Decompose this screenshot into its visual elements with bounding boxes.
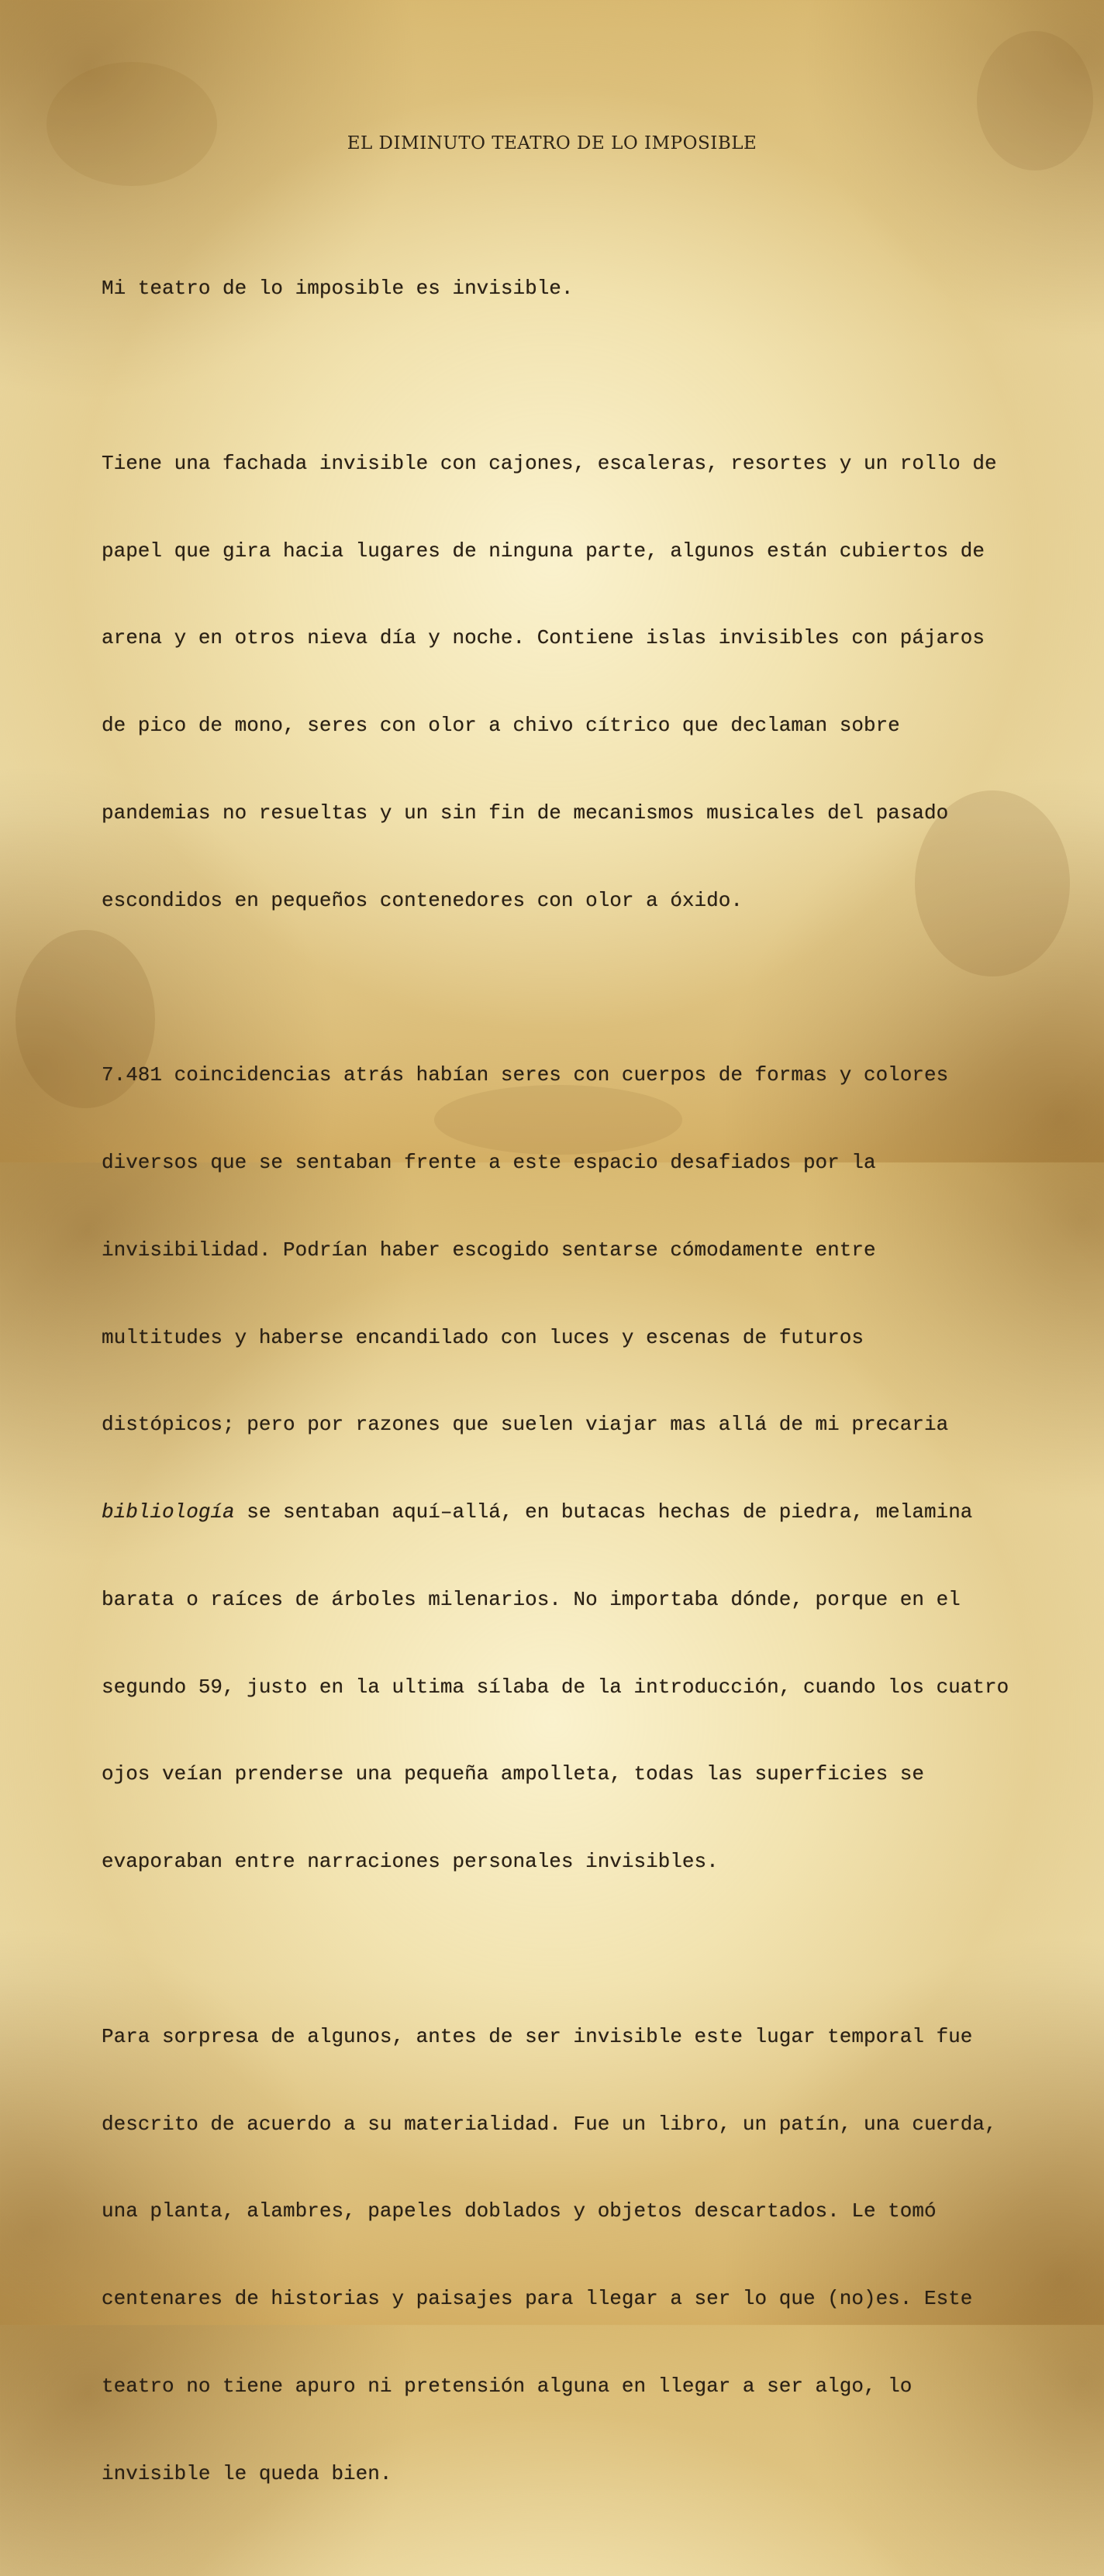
text-segment: se sentaban aquí–allá, en butacas hechas de piedra, melamina [234, 1500, 973, 1524]
text-line: ojos veían prenderse una pequeña ampolleta, todas las superficies se [102, 1762, 924, 1786]
text-line: de pico de mono, seres con olor a chivo cítrico que declaman sobre [102, 714, 900, 738]
text-line: invisible le queda bien. [102, 2461, 392, 2485]
text-line-with-italic [102, 1498, 1047, 1527]
text-line: Tiene una fachada invisible con cajones, escaleras, resortes y un rollo de [102, 451, 997, 475]
paragraph-4 [102, 1965, 1047, 2547]
text-line: Mi teatro de lo imposible es invisible. [102, 277, 574, 301]
document-body [102, 216, 1047, 2576]
text-line: barata o raíces de árboles milenarios. No importaba dónde, porque en el [102, 1587, 961, 1611]
text-line: multitudes y haberse encandilado con luces y escenas de futuros [102, 1325, 864, 1349]
text-line: descrito de acuerdo a su materialidad. Fue un libro, un patín, una cuerda, [102, 2112, 997, 2136]
text-line: centenares de historias y paisajes para llegar a ser lo que (no)es. Este [102, 2287, 973, 2311]
text-line: escondidos en pequeños contenedores con olor a óxido. [102, 888, 743, 912]
text-line: 7.481 coincidencias atrás habían seres con cuerpos de formas y colores [102, 1063, 949, 1087]
paragraph-2 [102, 391, 1047, 974]
text-line: teatro no tiene apuro ni pretensión alguna en llegar a ser algo, lo [102, 2374, 913, 2398]
text-line: arena y en otros nieva día y noche. Contiene islas invisibles con pájaros [102, 626, 985, 650]
text-line: una planta, alambres, papeles doblados y objetos descartados. Le tomó [102, 2199, 937, 2223]
document-title: EL DIMINUTO TEATRO DE LO IMPOSIBLE [347, 133, 757, 153]
text-line: Para sorpresa de algunos, antes de ser invisible este lugar temporal fue [102, 2024, 973, 2048]
text-line: papel que gira hacia lugares de ninguna parte, algunos están cubiertos de [102, 539, 985, 563]
paragraph-1 [102, 216, 1047, 362]
text-line: evaporaban entre narraciones personales invisibles. [102, 1850, 719, 1874]
text-line: pandemias no resueltas y un sin fin de mecanismos musicales del pasado [102, 801, 949, 825]
text-line: segundo 59, justo en la ultima sílaba de la introducción, cuando los cuatro [102, 1675, 1009, 1699]
text-line: invisibilidad. Podrían haber escogido sentarse cómodamente entre [102, 1238, 876, 1262]
text-line: distópicos; pero por razones que suelen viajar mas allá de mi precaria [102, 1413, 949, 1437]
paragraph-3 [102, 1003, 1047, 1935]
italic-word: bibliología [102, 1500, 235, 1524]
text-line: diversos que se sentaban frente a este espacio desafiados por la [102, 1151, 876, 1174]
